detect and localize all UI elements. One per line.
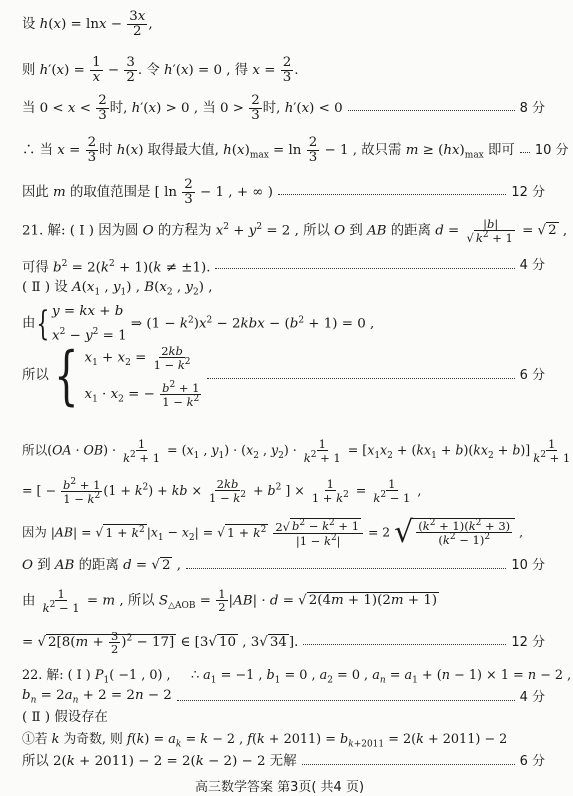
line-8: ( Ⅱ ) 设 $A(x_1$ , $y_1$) , $B(x_2$ , $y_2$) ,: [22, 280, 213, 298]
dot-leader: [215, 268, 514, 269]
dot-leader: [186, 568, 506, 569]
score-label: 8 分: [519, 100, 545, 116]
line-18: $b_n = 2a_n + 2 = 2n - 2$ 4 分: [22, 688, 545, 706]
line-1: [22, 10, 545, 39]
dot-leader: [207, 378, 514, 379]
line-10: 所以 { $x_1 + x_2$ = $\frac{2kb}{1 - k^2}$ $x_1 \cdot x_2$ = − $\frac{b^2 + 1}{1 - k^2}$ 6 分: [22, 339, 545, 413]
line-9: 由 { y = kx + b $x^2 - y^2 = 1$ ⇒ $(1 - k^2)x^2 - 2kbx - (b^2 + 1) = 0$ ,: [22, 304, 375, 345]
dot-leader: [303, 644, 506, 645]
line-20: ①若 k 为奇数, 则 $f(k) = a_k = k - 2$ , $f(k + 2011) = b_{k+2011} = 2(k + 2011) - 2$: [22, 732, 508, 750]
line-7: 可得 $b^2 = 2(k^2 + 1)(k \ne \pm 1)$. 4 分: [22, 258, 545, 276]
score-label: 10 分: [534, 142, 569, 158]
score-label: 6 分: [519, 754, 545, 769]
line-4: ∴ 当 x = $\frac{2}{3}$ 时 h(x) 取得最大值, $h(x)_{max} = \ln$ $\frac{2}{3}$ − 1 , 故只需 $m \ge (hx)_{max}$ 即可 10 分: [22, 135, 569, 166]
dot-leader: [177, 700, 515, 701]
line-15: 由 $\frac{1}{k^2 - 1}$ = m , 所以 $S_{\triangle AOB}$ = $\frac{1}{2}$ |AB| · d = √ 2(4m + 1)(2m + 1): [22, 587, 438, 615]
page-footer: 高三数学答案 第3页( 共4 页): [194, 780, 365, 795]
line-21: 所以 2(k + 2011) − 2 = 2(k − 2) − 2 无解 6 分: [22, 754, 545, 769]
line-11: 所以(OA · OB) · $\frac{1}{k^2 + 1}$ = ($x_1$ , $y_1) \cdot (x_2$ , $y_2$) · $\frac{1}{k^2 + 1}$ = $[x_1x_2 + (kx_1 + b)(kx_2 + b)]$ $\frac{1}{k^2 + 1}$: [22, 437, 571, 465]
dot-leader: [302, 764, 515, 765]
score-label: 4 分: [519, 690, 545, 706]
line-13: 因为 |AB| = √ $1 + k^2$ $|x_1 - x_2|$ = √ $1 + k^2$ $\frac{2√ b^2 - k^2 + 1}{|1 - k^2|}$ = 2 √ $\frac{(k^2 + 1)(k^2 + 3)}{(k^2 - 1)^2}$ ,: [22, 515, 524, 550]
line-2: 则 h′(x) = $\frac{1}{x}$ − $\frac{3}{2}$ . 令 h′(x) = 0 , 得 x = $\frac{2}{3}$ .: [22, 55, 299, 86]
score-label: 4 分: [519, 258, 545, 274]
math-text: 设 h(x) = lnx − $\frac{3x}{2}$ ,: [22, 9, 153, 40]
line-14: O 到 AB 的距离 d = √ 2 , 10 分: [22, 558, 545, 573]
line-19: ( Ⅱ ) 假设存在: [22, 710, 108, 725]
score-label: 12 分: [511, 634, 545, 650]
line-3: 当 0 < x < $\frac{2}{3}$ 时, h′(x) > 0 , 当 0 > $\frac{2}{3}$ 时, h′(x) < 0 8 分: [22, 93, 545, 124]
dot-leader: [348, 110, 515, 111]
score-label: 12 分: [511, 184, 545, 200]
score-label: 6 分: [519, 368, 545, 383]
line-16: = √ 2[8(m + $\frac{3}{2}$ )$^2$ − 17] ∈ [3√ 10 , 3√ 34 ]. 12 分: [22, 629, 545, 657]
line-17: 22. 解: ( Ⅰ ) $P_1( -1$ , 0) , ∴ $a_1 = -1$ , $b_1 = 0$ , $a_2 = 0$ , $a_n = a_1 + (n - 1) \times 1 = n - 2$ ,: [22, 668, 572, 686]
dot-leader: [278, 194, 506, 195]
score-label: 10 分: [511, 558, 545, 573]
line-5: 因此 m 的取值范围是 [ ln $\frac{2}{3}$ − 1 , + ∞ ) 12 分: [22, 177, 545, 208]
line-12: = [ − $\frac{b^2 + 1}{1 - k^2}$ $(1 + k^2)$ + kb × $\frac{2kb}{1 - k^2}$ + $b^2$ ] × $\frac{1}{1 + k^2}$ = $\frac{1}{k^2 - 1}$ ,: [22, 477, 422, 506]
line-6: 21. 解: ( Ⅰ ) 因为圆 O 的方程为 $x^2 + y^2 = 2$ , 所以 O 到 AB 的距离 d = $\frac{|b|}{√ k^2 + 1}$ = √ 2 ,: [22, 217, 568, 245]
dot-leader: [520, 152, 530, 153]
